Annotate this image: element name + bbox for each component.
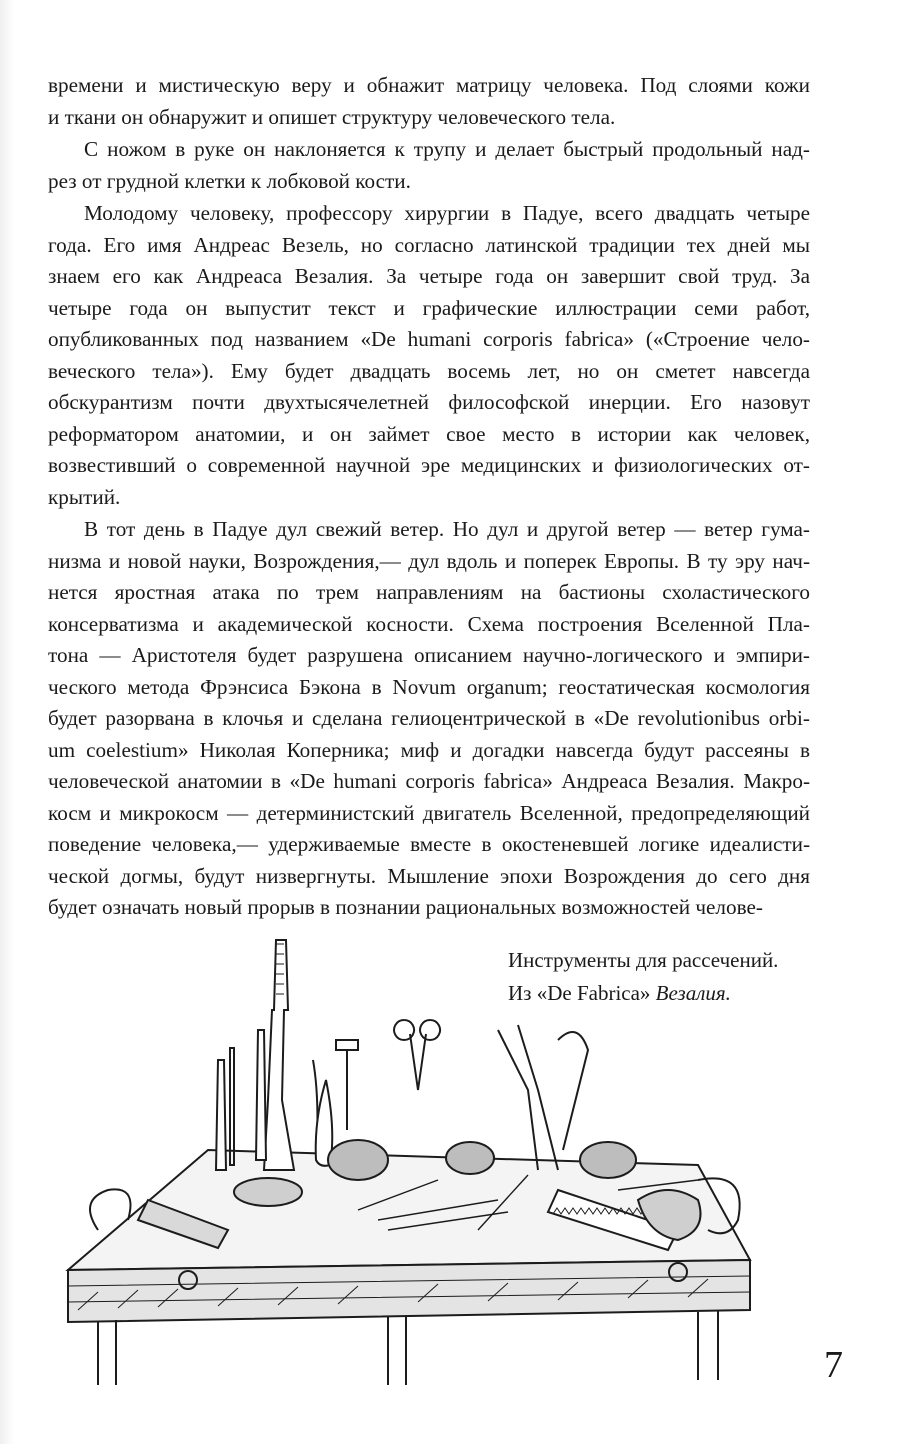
paragraph-p2 — [48, 134, 810, 197]
text-line: низма и новой науки, Возрождения,— дул вдоль и поперек Европы. В ту эру нач- — [48, 548, 810, 573]
figure-caption — [508, 944, 838, 1010]
page-number: 7 — [824, 1344, 843, 1386]
text-line: тона — Аристотеля будет разрушена описанием научно-логического и эмпири- — [48, 643, 810, 667]
text-line: косм и микрокосм — детерминистский двигатель Вселенной, предопределяющий — [48, 800, 810, 825]
text-line: четыре года он выпустит текст и графические иллюстрации семи работ, — [48, 295, 810, 320]
text-line: поведение человека,— удерживаемые вместе в окостеневшей логике идеалисти- — [48, 832, 810, 856]
text-line: возвестивший о современной научной эре медицинских и физиологических от- — [48, 453, 810, 477]
caption-author: Везалия. — [655, 981, 731, 1005]
body-text — [48, 70, 810, 924]
text-line: будет разорвана в клочья и сделана гелиоцентрической в «De revolutionibus orbi- — [48, 706, 810, 730]
caption-source: Из «De Fabrica» — [508, 981, 656, 1005]
text-line: крытий. — [48, 484, 121, 509]
paragraph-p1 — [48, 70, 810, 133]
text-line: Молодому человеку, профессору хирургии в Падуе, всего двадцать четыре — [84, 201, 810, 225]
text-line: человеческой анатомии в «De humani corporis fabrica» Андреаса Везалия. Макро- — [48, 769, 810, 793]
text-line: и ткани он обнаружит и опишет структуру человеческого тела. — [48, 104, 616, 129]
paragraph-p3 — [48, 198, 810, 513]
text-line: будет означать новый прорыв в познании рациональных возможностей челове- — [48, 895, 763, 919]
text-line: ческого метода Фрэнсиса Бэкона в Novum organum; геостатическая космология — [48, 674, 810, 699]
text-line: нется яростная атака по трем направлениям на бастионы схоластического — [48, 580, 810, 604]
caption-line-1: Инструменты для рассечений. — [508, 948, 779, 972]
text-line: знаем его как Андреаса Везалия. За четыре года он завершит свой труд. За — [48, 264, 810, 288]
text-line: обскурантизм почти двухтысячелетней философской инерции. Его назовут — [48, 390, 810, 414]
text-line: реформатором анатомии, и он займет свое место в истории как человек, — [48, 421, 810, 446]
text-line: веческого тела»). Ему будет двадцать восемь лет, но он сметет навсегда — [48, 358, 810, 383]
text-line: консерватизма и академической косности. Схема построения Вселенной Пла- — [48, 611, 810, 636]
text-line: ческой догмы, будут низвергнуты. Мышление эпохи Возрождения до сего дня — [48, 863, 810, 888]
paragraph-p4 — [48, 514, 810, 924]
text-line: С ножом в руке он наклоняется к трупу и делает быстрый продольный над- — [84, 137, 810, 161]
text-line: um coelestium» Николая Коперника; миф и догадки навсегда будут рассеяны в — [48, 737, 810, 762]
page-edge-shading — [0, 0, 14, 1444]
text-line: опубликованных под названием «De humani corporis fabrica» («Строение чело- — [48, 327, 810, 351]
caption-line-2 — [508, 977, 838, 1010]
text-line: времени и мистическую веру и обнажит матрицу человека. Под слоями кожи — [48, 73, 810, 97]
text-line: рез от грудной клетки к лобковой кости. — [48, 168, 411, 193]
text-line: года. Его имя Андреас Везель, но согласно латинской традиции тех дней мы — [48, 232, 810, 257]
text-line: В тот день в Падуе дул свежий ветер. Но дул и другой ветер — ветер гума- — [84, 517, 810, 541]
